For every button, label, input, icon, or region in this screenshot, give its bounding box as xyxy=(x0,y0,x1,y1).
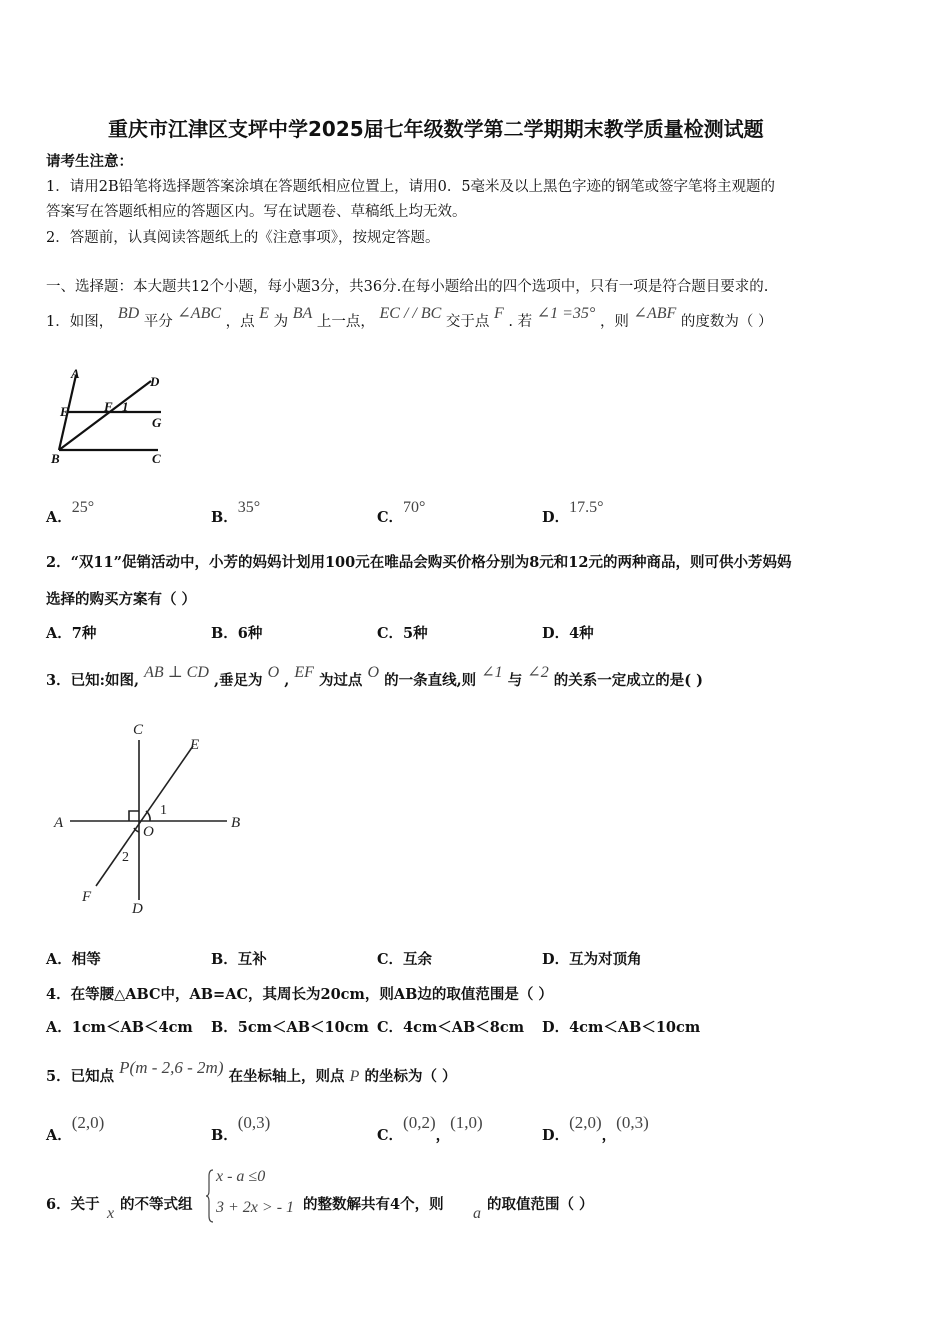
q3-text: , xyxy=(284,672,290,689)
fig1-label-g: G xyxy=(152,415,162,430)
q5-number: 5．已知点 xyxy=(46,1068,115,1085)
q2-stem-line2: 选择的购买方案有（ ） xyxy=(46,591,197,608)
fig1-label-d: D xyxy=(150,374,160,389)
option-value: (2,0) xyxy=(569,1113,602,1132)
q6-number: 6．关于 xyxy=(46,1196,100,1213)
q1-option-c[interactable] xyxy=(377,496,426,526)
q1-text: 交于点 xyxy=(445,314,490,330)
notice-line-1a: 1．请用2B铅笔将选择题答案涂填在答题纸相应位置上，请用0．5毫米及以上黑色字迹的钢笔或签字笔将主观题的 xyxy=(46,179,776,195)
option-label: D． xyxy=(542,1127,570,1144)
angle-1-arc xyxy=(146,811,150,821)
option-label: B． xyxy=(211,1127,238,1144)
q3-option-a[interactable]: A．相等 xyxy=(46,951,101,968)
q1-stem xyxy=(46,305,773,332)
section-heading: 一、选择题：本大题共12个小题，每小题3分，共36分.在每小题给出的四个选项中，只有一项是符合题目要求的. xyxy=(46,279,769,295)
page-title: 重庆市江津区支坪中学2025届七年级数学第二学期期末教学质量检测试题 xyxy=(108,117,764,141)
fig1-label-a: A xyxy=(71,366,80,381)
q3-text: 的关系一定成立的是( ) xyxy=(553,672,704,689)
q3-angle2: ∠2 xyxy=(527,664,549,681)
q5-point-p: P(m - 2,6 - 2m) xyxy=(119,1058,224,1077)
q5-option-c[interactable] xyxy=(377,1112,483,1144)
q2-option-c[interactable]: C．5种 xyxy=(377,625,428,642)
q2-option-b[interactable]: B．6种 xyxy=(211,625,263,642)
q6-text: 的整数解共有4个，则 xyxy=(303,1196,444,1213)
q3-text: ,垂足为 xyxy=(213,672,263,689)
q2-stem-line1: 2．“双11”促销活动中，小芳的妈妈计划用100元在唯品会购买价格分别为8元和12元的两种商品，则可供小芳妈妈 xyxy=(46,554,792,571)
fig1-label-b: B xyxy=(51,451,60,466)
option-label: C． xyxy=(377,1127,404,1144)
fig1-label-e: E xyxy=(60,404,69,419)
q3-text: 与 xyxy=(507,672,523,689)
option-label: D． xyxy=(542,509,570,526)
q3-option-d[interactable]: D．互为对顶角 xyxy=(542,951,642,968)
option-label: B． xyxy=(211,509,238,526)
option-value: 25° xyxy=(71,499,95,516)
option-value: 17.5° xyxy=(569,499,604,516)
q6-a: a xyxy=(473,1205,481,1222)
q3-angle1: ∠1 xyxy=(481,664,503,681)
q1-number: 1．如图， xyxy=(46,314,114,330)
q1-angle-abf: ∠ABF xyxy=(633,305,677,322)
notice-line-2: 2．答题前，认真阅读答题纸上的《注意事项》，按规定答题。 xyxy=(46,230,440,246)
q1-option-a[interactable] xyxy=(46,496,95,526)
q3-stem xyxy=(46,664,704,691)
q6-x: x xyxy=(107,1205,115,1222)
line-ef xyxy=(96,746,193,886)
q1-text: 的度数为（ ） xyxy=(680,314,773,330)
fig3-label-e: E xyxy=(190,737,200,753)
option-value: (1,0) xyxy=(450,1113,483,1132)
fig3-label-o: O xyxy=(143,824,154,840)
q6-brace xyxy=(205,1168,215,1224)
q1-option-b[interactable] xyxy=(211,496,261,526)
q5-option-d[interactable] xyxy=(542,1112,649,1144)
q3-option-c[interactable]: C．互余 xyxy=(377,951,433,968)
q6-inequality-1: x - a ≤0 xyxy=(216,1168,266,1185)
option-label: A． xyxy=(46,509,72,526)
q1-figure xyxy=(46,365,176,470)
q5-option-b[interactable] xyxy=(211,1112,271,1144)
q3-ef: EF xyxy=(294,664,314,681)
q1-e: E xyxy=(259,305,270,322)
q1-text: ，则 xyxy=(599,314,629,330)
q2-option-a[interactable]: A．7种 xyxy=(46,625,97,642)
q6-text: 的取值范围（ ） xyxy=(487,1196,594,1213)
q5-text: 的坐标为（ ） xyxy=(364,1068,457,1085)
q1-ec-parallel-bc: EC / / BC xyxy=(379,305,442,322)
fig3-label-a: A xyxy=(54,815,64,831)
q3-text: 为过点 xyxy=(318,672,363,689)
q5-option-a[interactable] xyxy=(46,1112,105,1144)
q3-figure xyxy=(50,718,250,918)
q1-text: 平分 xyxy=(143,314,173,330)
q1-text: 为 xyxy=(273,314,289,330)
fig3-label-2: 2 xyxy=(122,850,129,865)
q3-option-b[interactable]: B．互补 xyxy=(211,951,267,968)
q1-angle1: ∠1 =35° xyxy=(536,305,596,322)
option-value: 35° xyxy=(237,499,261,516)
fig1-label-1: 1 xyxy=(122,399,129,414)
q5-p: P xyxy=(349,1068,360,1085)
fig3-label-1: 1 xyxy=(160,803,167,818)
option-label: C． xyxy=(377,509,404,526)
option-value: (0,3) xyxy=(616,1113,649,1132)
option-value: (2,0) xyxy=(71,1113,105,1132)
fig3-label-c: C xyxy=(133,722,144,738)
q4-option-d[interactable]: D．4cm＜AB＜10cm xyxy=(542,1019,701,1036)
q4-option-c[interactable]: C．4cm＜AB＜8cm xyxy=(377,1019,525,1036)
q1-angle-abc: ∠ABC xyxy=(177,305,222,322)
option-separator: ， xyxy=(435,1127,451,1144)
fig3-label-b: B xyxy=(231,815,241,831)
q1-text: ，点 xyxy=(225,314,255,330)
q4-stem: 4．在等腰△ABC中，AB=AC，其周长为20cm，则AB边的取值范围是（ ） xyxy=(46,986,553,1003)
q3-text: 的一条直线,则 xyxy=(384,672,477,689)
notice-line-1b: 答案写在答题纸相应的答题区内。写在试题卷、草稿纸上均无效。 xyxy=(46,204,467,220)
q1-bd: BD xyxy=(117,305,140,322)
right-angle-mark xyxy=(129,811,139,821)
q6-text: 的不等式组 xyxy=(120,1196,193,1213)
q1-text: . 若 xyxy=(508,314,533,330)
fig3-label-f: F xyxy=(82,889,92,905)
q4-option-b[interactable]: B．5cm＜AB＜10cm xyxy=(211,1019,369,1036)
notice-heading: 请考生注意： xyxy=(46,153,133,170)
fig3-label-d: D xyxy=(132,901,143,917)
option-value: (0,2) xyxy=(403,1113,436,1132)
q5-text: 在坐标轴上，则点 xyxy=(228,1068,345,1085)
option-label: A． xyxy=(46,1127,72,1144)
option-separator: ， xyxy=(601,1127,617,1144)
q1-ba: BA xyxy=(292,305,313,322)
q1-option-d[interactable] xyxy=(542,496,604,526)
q3-o: O xyxy=(267,664,280,681)
q6-inequality-2: 3 + 2x > - 1 xyxy=(216,1199,295,1216)
option-value: 70° xyxy=(403,499,426,516)
q3-number: 3．已知:如图, xyxy=(46,672,139,689)
q1-text: 上一点， xyxy=(316,314,375,330)
q5-stem xyxy=(46,1058,457,1087)
q2-option-d[interactable]: D．4种 xyxy=(542,625,594,642)
q1-f: F xyxy=(494,305,504,322)
fig1-label-f: F xyxy=(104,399,113,414)
fig1-label-c: C xyxy=(152,451,161,466)
q3-ab-perp-cd: AB ⊥ CD xyxy=(144,664,209,681)
option-value: (0,3) xyxy=(237,1113,271,1132)
q3-o: O xyxy=(367,664,380,681)
q4-option-a[interactable]: A．1cm＜AB＜4cm xyxy=(46,1019,193,1036)
